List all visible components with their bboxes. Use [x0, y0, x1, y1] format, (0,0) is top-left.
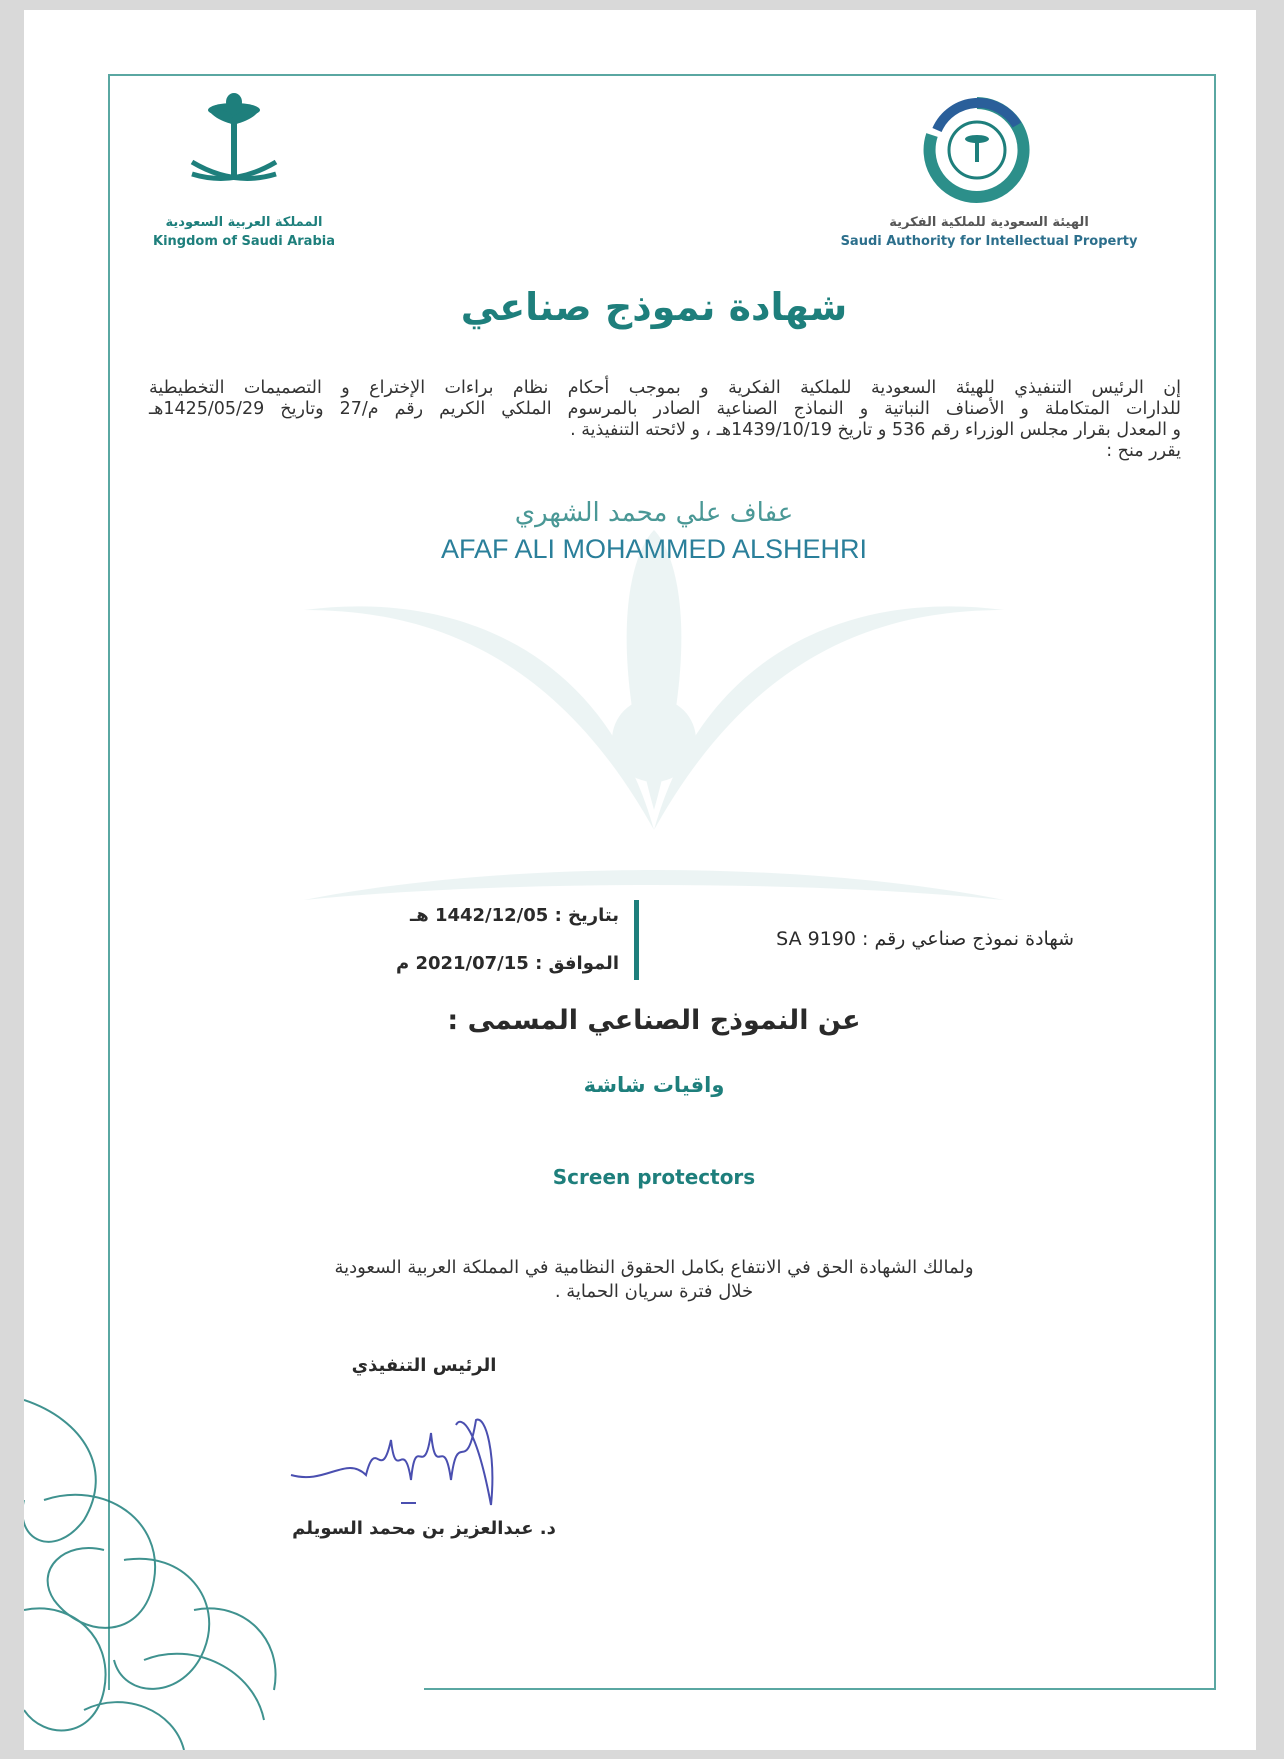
design-heading: عن النموذج الصناعي المسمى : — [447, 1005, 861, 1036]
preamble-line: يقرر منح : — [1106, 441, 1181, 461]
saudi-palm-swords-emblem-icon — [184, 92, 284, 202]
design-name-en: Screen protectors — [552, 1165, 756, 1189]
grantee-name-ar: عفاف علي محمد الشهري — [514, 498, 794, 528]
signature-image — [286, 1395, 546, 1515]
decorative-pattern-icon — [24, 1380, 324, 1750]
preamble — [149, 378, 1181, 462]
ksa-name-en: Kingdom of Saudi Arabia — [153, 234, 335, 249]
details-divider — [634, 900, 639, 980]
preamble-line: إن الرئيس التنفيذي للهيئة السعودية للملكية الفكرية و بموجب أحكام نظام براءات الإختراع و التصميمات التخطيطية — [149, 378, 1181, 398]
certificate-page — [24, 10, 1256, 1750]
date-gregorian: الموافق : 2021/07/15 م — [395, 953, 619, 974]
grantee-name-en: AFAF ALI MOHAMMED ALSHEHRI — [440, 534, 868, 564]
preamble-line: و المعدل بقرار مجلس الوزراء رقم 536 و تاريخ 1439/10/19هـ ، و لائحته التنفيذية . — [570, 420, 1181, 440]
certificate-title: شهادة نموذج صناعي — [460, 285, 848, 329]
ksa-name-ar: المملكة العربية السعودية — [165, 215, 323, 230]
closing-text — [204, 1256, 1104, 1304]
certificate-number: شهادة نموذج صناعي رقم : SA 9190 — [776, 928, 1074, 950]
saip-name-ar: الهيئة السعودية للملكية الفكرية — [889, 215, 1089, 230]
date-hijri: بتاريخ : 1442/12/05 هـ — [410, 905, 619, 926]
design-name-ar: واقيات شاشة — [583, 1073, 725, 1097]
saip-logo-icon — [922, 95, 1032, 205]
preamble-line: للدارات المتكاملة و الأصناف النباتية و النماذج الصناعية الصادر بالمرسوم الملكي الكريم رقم م/27 وتاريخ 1425/05/29هـ — [149, 399, 1181, 419]
signatory-name: د. عبدالعزيز بن محمد السويلم — [292, 1518, 556, 1539]
closing-line: ولمالك الشهادة الحق في الانتفاع بكامل الحقوق النظامية في المملكة العربية السعودية — [334, 1257, 974, 1278]
closing-line: خلال فترة سريان الحماية . — [554, 1281, 754, 1302]
frame-bottom-line — [424, 1688, 1216, 1690]
saip-name-en: Saudi Authority for Intellectual Property — [840, 234, 1138, 249]
signatory-title: الرئيس التنفيذي — [351, 1355, 497, 1376]
